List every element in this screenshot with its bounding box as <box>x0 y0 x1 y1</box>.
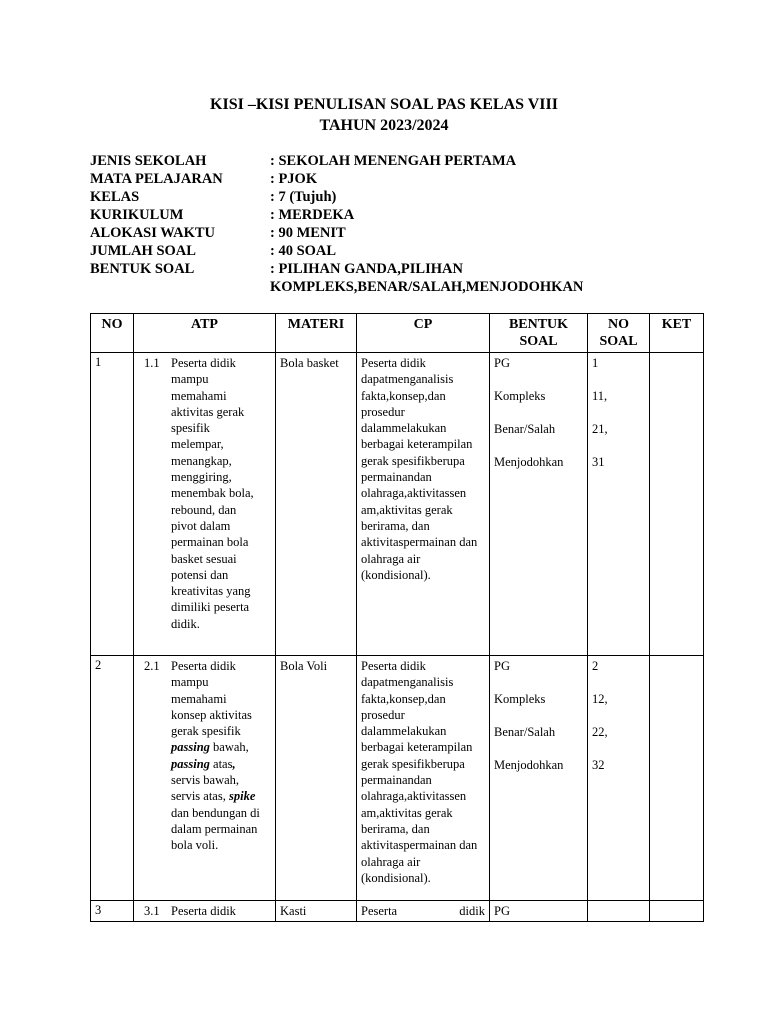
no-soal-item: 12, <box>592 692 608 706</box>
cell-cp: Peserta didik dapatmenganalisis fakta,konsep,dan prosedur dalammelakukan berbagai keterampilan gerak spesifikberupa permainandan olahraga,aktivitassen am,aktivitas gerak berirama, dan aktivitaspermainan dan olahraga air (kondisional). <box>357 353 490 656</box>
cell-atp <box>134 353 276 656</box>
no-soal-item: 2 <box>592 659 599 673</box>
cell-atp <box>134 656 276 901</box>
cell-ket <box>650 901 704 922</box>
atp-text: Peserta didik <box>171 904 236 918</box>
no-soal-item: 32 <box>592 758 605 772</box>
cell-no-soal <box>588 353 650 656</box>
info-value-continued: KOMPLEKS,BENAR/SALAH,MENJODOHKAN <box>270 279 584 295</box>
cell-no: 2 <box>91 656 134 901</box>
info-value: : 40 SOAL <box>270 243 337 259</box>
info-jenis-sekolah <box>90 152 583 170</box>
cell-atp <box>134 901 276 922</box>
header-materi: MATERI <box>276 314 357 353</box>
cell-no-soal <box>588 656 650 901</box>
cell-cp: Peserta didik dapatmenganalisis fakta,konsep,dan prosedur dalammelakukan berbagai keterampilan gerak spesifikberupa permainandan olahraga,aktivitassen am,aktivitas gerak berirama, dan aktivitaspermainan dan olahraga air (kondisional). <box>357 656 490 901</box>
header-bentuk-line-1: BENTUK <box>508 317 569 332</box>
table-row <box>91 353 704 656</box>
page-title-line-2: TAHUN 2023/2024 <box>319 117 449 134</box>
info-label: KURIKULUM <box>90 207 184 223</box>
table-row <box>91 901 704 922</box>
info-label: KELAS <box>90 189 140 205</box>
info-label: MATA PELAJARAN <box>90 171 223 187</box>
atp-term-passing: passing <box>171 740 210 755</box>
cell-no: 3 <box>91 901 134 922</box>
bentuk-item: Kompleks <box>494 389 546 403</box>
cell-ket <box>650 656 704 901</box>
cell-bentuk <box>490 353 588 656</box>
info-value: : 7 (Tujuh) <box>270 189 337 205</box>
atp-number: 2.1 <box>144 659 160 673</box>
cell-bentuk <box>490 656 588 901</box>
header-atp: ATP <box>134 314 276 353</box>
atp-term-spike: spike <box>228 789 256 804</box>
cell-materi: Bola Voli <box>276 656 357 901</box>
no-soal-item: 1 <box>592 356 599 370</box>
cell-bentuk: PG <box>490 901 588 922</box>
atp-text-part: Peserta didik mampu memahami konsep aktivitas gerak spesifik <box>171 659 252 739</box>
bentuk-item: Kompleks <box>494 692 546 706</box>
info-label: JUMLAH SOAL <box>90 243 196 259</box>
info-value: : 90 MENIT <box>270 225 346 241</box>
info-label: BENTUK SOAL <box>90 261 195 277</box>
header-bentuk-line-2: SOAL <box>519 334 558 349</box>
info-alokasi-waktu <box>90 224 583 242</box>
info-value: : PILIHAN GANDA,PILIHAN <box>270 261 463 277</box>
atp-text-part: servis bawah, servis atas, <box>171 773 240 804</box>
header-cp: CP <box>357 314 490 353</box>
atp-text-part: dan bendungan di dalam permainan bola voli. <box>171 805 260 853</box>
table-header-row <box>91 314 704 353</box>
cell-cp <box>357 901 490 922</box>
bentuk-item: Menjodohkan <box>494 758 564 772</box>
bentuk-item: PG <box>494 356 510 370</box>
atp-text-part: bawah, <box>209 740 249 755</box>
info-label: ALOKASI WAKTU <box>90 225 216 241</box>
no-soal-item: 11, <box>592 389 608 403</box>
atp-term-comma: , <box>232 756 236 771</box>
no-soal-item: 21, <box>592 422 608 436</box>
table-row <box>91 656 704 901</box>
atp-term-passing: passing <box>171 756 210 771</box>
header-ket: KET <box>650 314 704 353</box>
bentuk-item: Benar/Salah <box>494 725 556 739</box>
cp-word: Peserta <box>361 904 398 918</box>
bentuk-item: PG <box>494 659 510 673</box>
header-no: NO <box>91 314 134 353</box>
info-value: : SEKOLAH MENENGAH PERTAMA <box>270 153 517 169</box>
cp-word: didik <box>459 904 485 918</box>
atp-text-part: atas <box>209 756 233 771</box>
kisi-table <box>90 313 704 922</box>
info-label: JENIS SEKOLAH <box>90 153 207 169</box>
atp-text <box>171 658 271 854</box>
header-no-soal-line-2: SOAL <box>599 334 638 349</box>
atp-number: 3.1 <box>144 904 160 918</box>
bentuk-item: Benar/Salah <box>494 422 556 436</box>
info-jumlah-soal <box>90 242 583 260</box>
no-soal-item: 31 <box>592 455 605 469</box>
page-title-line-1: KISI –KISI PENULISAN SOAL PAS KELAS VIII <box>210 96 558 113</box>
document-info <box>90 152 583 296</box>
atp-text: Peserta didik mampu memahami aktivitas gerak spesifik melempar, menangkap, menggiring, menembak bola, rebound, dan pivot dalam permainan bola basket sesuai potensi dan kreativitas yang dimiliki peserta didik. <box>171 356 254 631</box>
info-mata-pelajaran <box>90 170 583 188</box>
bentuk-item: Menjodohkan <box>494 455 564 469</box>
cell-materi: Bola basket <box>276 353 357 656</box>
header-no-soal-line-1: NO <box>608 317 629 332</box>
cell-materi: Kasti <box>276 901 357 922</box>
info-value: : PJOK <box>270 171 318 187</box>
no-soal-item: 22, <box>592 725 608 739</box>
info-bentuk-soal <box>90 260 583 278</box>
info-kurikulum <box>90 206 583 224</box>
info-value: : MERDEKA <box>270 207 355 223</box>
header-no-soal <box>588 314 650 353</box>
info-kelas <box>90 188 583 206</box>
atp-number: 1.1 <box>144 356 160 370</box>
cell-no-soal <box>588 901 650 922</box>
header-bentuk-soal <box>490 314 588 353</box>
cell-no: 1 <box>91 353 134 656</box>
cell-ket <box>650 353 704 656</box>
